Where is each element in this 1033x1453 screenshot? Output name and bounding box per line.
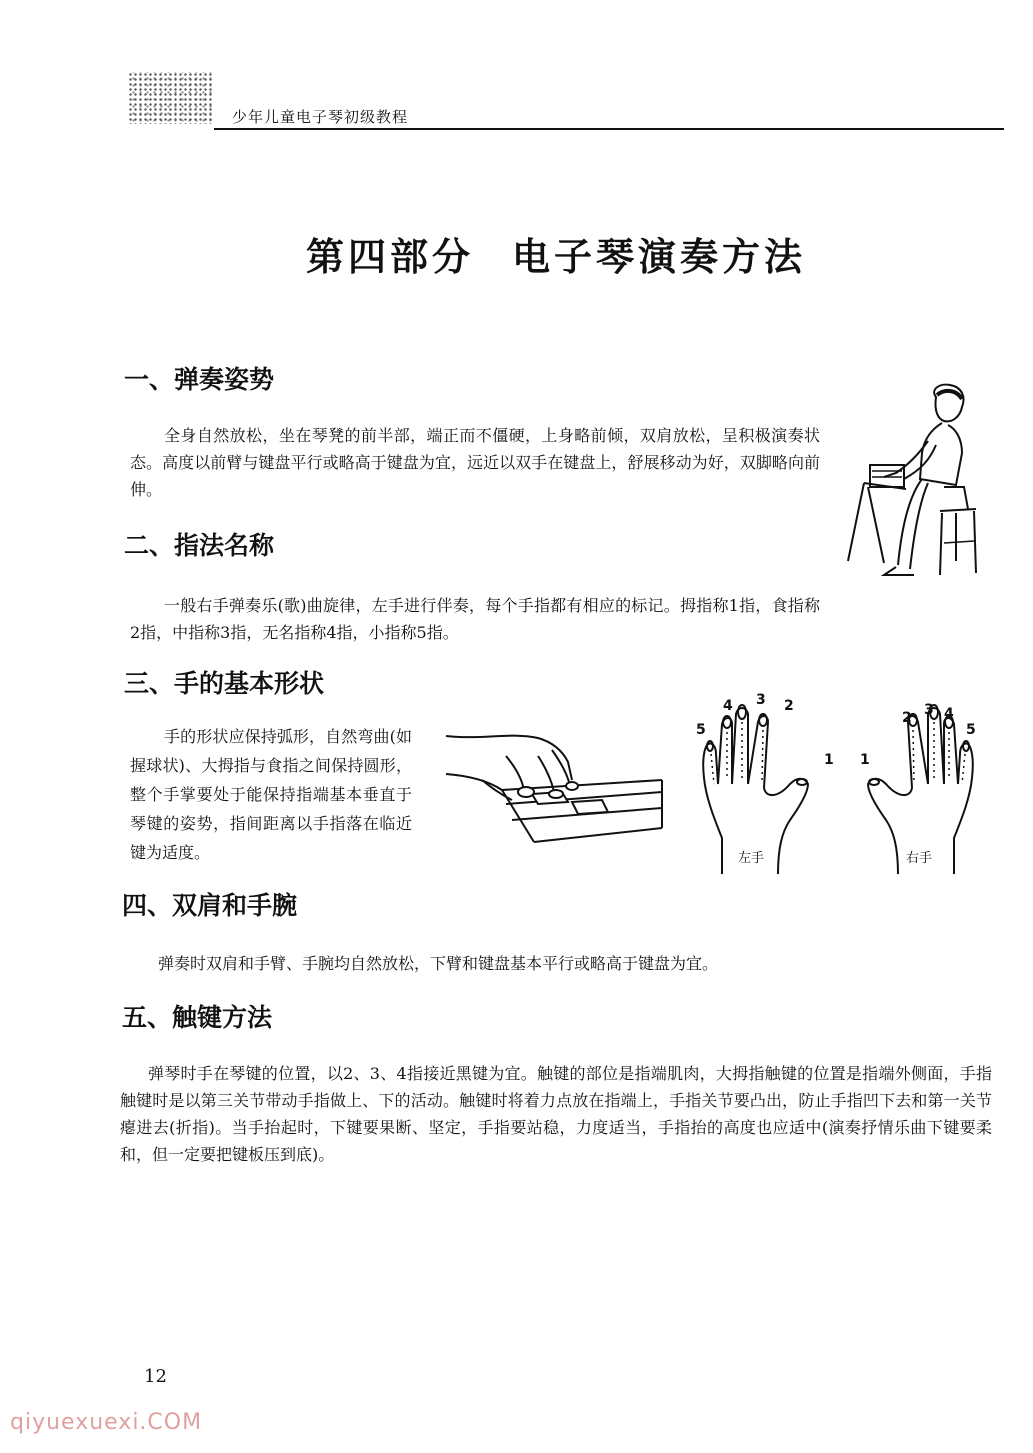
section-body-hand-shape: 手的形状应保持弧形，自然弯曲(如握球状)、大拇指与食指之间保持圆形，整个手掌要处于能保持指端基本垂直于琴键的姿势，指间距离以手指落在临近键为适度。: [130, 727, 412, 862]
book-title: 少年儿童电子琴初级教程: [232, 108, 409, 126]
right-hand-label: 右手: [906, 851, 933, 866]
right-finger-1: 1: [860, 752, 870, 768]
section-heading-shoulders: 四、双肩和手腕: [122, 891, 298, 920]
hand-on-keys-illustration: [442, 720, 664, 854]
section-heading-touch: 五、触键方法: [122, 1003, 273, 1032]
watermark: qiyuexuexi.COM: [10, 1410, 203, 1435]
right-finger-4: 4: [944, 706, 954, 722]
section-body-shoulders: 弹奏时双肩和手臂、手腕均自然放松，下臂和键盘基本平行或略高于键盘为宜。: [158, 954, 719, 973]
part-name: 电子琴演奏方法: [512, 234, 807, 279]
right-hand-outline: [868, 708, 973, 874]
header-rule: [214, 128, 1004, 130]
seated-player-illustration: [844, 383, 984, 588]
section-heading-posture: 一、弹奏姿势: [124, 365, 275, 394]
section-body-touch: 弹琴时手在琴键的位置，以2、3、4指接近黑键为宜。触键的部位是指端肌肉，大拇指触键的位置是指端外侧面，手指触键时是以第三关节带动手指做上、下的活动。触键时将着力点放在指端上，手指关节要凸出，防止手指凹下去和第一关节瘪进去(折指)。当手抬起时，下键要果断、坚定，手指要站稳，力度适当，手指抬的高度也应适中(演奏抒情乐曲下键要柔和，但一定要把键板压到底)。: [120, 1064, 992, 1164]
left-hand-outline: [703, 708, 808, 874]
left-finger-1: 1: [824, 752, 834, 768]
right-finger-5: 5: [966, 722, 976, 738]
page-number: 12: [144, 1366, 167, 1387]
section-body-fingering: 一般右手弹奏乐(歌)曲旋律，左手进行伴奏，每个手指都有相应的标记。拇指称1指，食指称2指，中指称3指，无名指称4指，小指称5指。: [130, 596, 820, 642]
left-finger-4: 4: [723, 698, 733, 714]
left-finger-5: 5: [696, 722, 706, 738]
finger-number-diagram: [688, 688, 988, 884]
left-finger-2: 2: [784, 698, 794, 714]
right-finger-3: 3: [924, 702, 934, 718]
part-number: 第四部分: [306, 234, 475, 279]
section-heading-fingering: 二、指法名称: [124, 531, 275, 560]
left-finger-3: 3: [756, 692, 766, 708]
header-pattern-image: [128, 72, 212, 124]
right-finger-2: 2: [902, 710, 912, 726]
part-title: [306, 226, 806, 281]
left-hand-label: 左手: [738, 851, 765, 866]
section-heading-hand-shape: 三、手的基本形状: [124, 669, 325, 698]
section-body-posture: 全身自然放松，坐在琴凳的前半部，端正而不僵硬，上身略前倾，双肩放松，呈积极演奏状态。高度以前臂与键盘平行或略高于键盘为宜，远近以双手在键盘上，舒展移动为好，双脚略向前伸。: [130, 426, 820, 499]
